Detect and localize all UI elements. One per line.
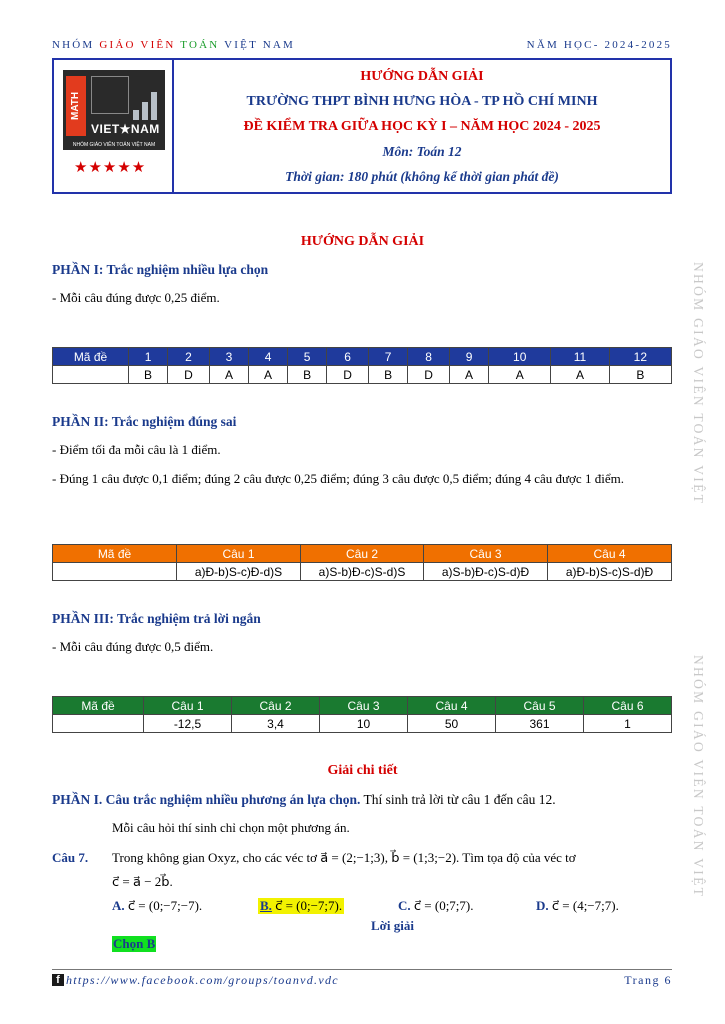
- table-row: [53, 715, 672, 733]
- table-row: [53, 563, 672, 581]
- option-b-label: B.: [260, 898, 272, 913]
- header-cell: 3: [209, 348, 248, 366]
- group-name-4: VIỆT NAM: [224, 39, 296, 51]
- answer-cell: a)S-b)Đ-c)S-d)S: [300, 563, 423, 581]
- answer-cell: a)Đ-b)S-c)S-d)Đ: [548, 563, 672, 581]
- header-cell: 9: [450, 348, 489, 366]
- logo-bar: [133, 110, 139, 120]
- part2-answer-table: [52, 544, 672, 581]
- option-c: [398, 898, 474, 914]
- option-a-text: c⃗ = (0;−7;−7).: [127, 898, 203, 913]
- logo-math-text: MATH: [66, 76, 86, 136]
- chosen-answer: Chọn B: [113, 936, 156, 951]
- title-box: [52, 58, 672, 194]
- exam-name: ĐỀ KIỂM TRA GIỮA HỌC KỲ I – NĂM HỌC 2024 - 2025: [243, 119, 601, 134]
- logo-bar: [151, 92, 157, 120]
- rating-stars-icon: ★★★★★: [74, 160, 147, 176]
- answer-cell: A: [249, 366, 288, 384]
- answer-cell: A: [551, 366, 609, 384]
- answer-cell: 361: [496, 715, 584, 733]
- detail-part-line2: Mỗi câu hỏi thí sinh chỉ chọn một phương án.: [112, 820, 350, 835]
- question-label: Câu 7.: [52, 850, 89, 865]
- answer-cell: 10: [320, 715, 408, 733]
- answer-cell: a)Đ-b)S-c)Đ-d)S: [177, 563, 301, 581]
- answer-cell: B: [288, 366, 327, 384]
- header-cell: 6: [327, 348, 369, 366]
- header-cell: 12: [609, 348, 671, 366]
- part3-answer-table: [52, 696, 672, 733]
- header-cell: 11: [551, 348, 609, 366]
- header-cell: 7: [369, 348, 408, 366]
- answer-cell: A: [209, 366, 248, 384]
- duration: Thời gian: 180 phút (không kể thời gian phát đề): [285, 169, 559, 184]
- option-a: [112, 898, 202, 914]
- answer-cell: -12,5: [144, 715, 232, 733]
- header-cell: Câu 5: [496, 697, 584, 715]
- facebook-icon: f: [52, 974, 64, 986]
- logo-brand: VIET★NAM: [91, 122, 160, 136]
- answer-cell: D: [408, 366, 450, 384]
- header-cell: 1: [129, 348, 168, 366]
- group-name-2: GIÁO VIÊN: [99, 39, 181, 51]
- table-header-row: [53, 545, 672, 563]
- part1-title: PHẦN I: Trắc nghiệm nhiều lựa chọn: [52, 262, 269, 277]
- answer-cell: B: [369, 366, 408, 384]
- part1-answer-table: [52, 347, 672, 384]
- logo-subtitle: NHÓM GIÁO VIÊN TOÁN VIỆT NAM: [72, 142, 156, 148]
- header-cell: Câu 2: [300, 545, 423, 563]
- header-cell: 4: [249, 348, 288, 366]
- header-cell: Mã đề: [53, 545, 177, 563]
- header-cell: 2: [168, 348, 210, 366]
- option-b: [258, 898, 344, 914]
- header-cell: Câu 3: [424, 545, 548, 563]
- table-header-row: [53, 348, 672, 366]
- header-cell: Câu 1: [144, 697, 232, 715]
- answer-cell: A: [450, 366, 489, 384]
- option-c-label: C.: [398, 898, 411, 913]
- answer-cell: 1: [584, 715, 672, 733]
- header-cell: Mã đề: [53, 697, 144, 715]
- option-d-text: c⃗ = (4;−7;7).: [551, 898, 619, 913]
- detail-title: Giải chi tiết: [327, 763, 398, 778]
- answer-cell: [53, 563, 177, 581]
- header-cell: Câu 1: [177, 545, 301, 563]
- header-cell: 10: [489, 348, 551, 366]
- section-title: HƯỚNG DẪN GIẢI: [300, 234, 425, 249]
- answer-cell: 50: [408, 715, 496, 733]
- option-c-text: c⃗ = (0;7;7).: [413, 898, 474, 913]
- header-cell: Câu 6: [584, 697, 672, 715]
- part1-note: - Mỗi câu đúng được 0,25 điểm.: [52, 290, 220, 305]
- subject: Môn: Toán 12: [382, 144, 462, 159]
- solution-label: Lời giải: [371, 918, 414, 933]
- header-cell: 8: [408, 348, 450, 366]
- running-header: [52, 39, 672, 51]
- answer-cell: D: [168, 366, 210, 384]
- school-year: NĂM HỌC- 2024-2025: [526, 39, 672, 51]
- answer-cell: a)S-b)Đ-c)S-d)Đ: [424, 563, 548, 581]
- option-a-label: A.: [112, 898, 125, 913]
- header-cell: Mã đề: [53, 348, 129, 366]
- option-b-text: c⃗ = (0;−7;7).: [275, 898, 343, 913]
- part2-title: PHẦN II: Trắc nghiệm đúng sai: [52, 414, 237, 429]
- side-watermark: NHÓM GIÁO VIÊN TOÁN VIỆT: [691, 262, 706, 506]
- logo-calculator-icon: [91, 76, 129, 114]
- header-cell: Câu 4: [548, 545, 672, 563]
- page-number: Trang 6: [624, 973, 672, 987]
- question-text: Trong không gian Oxyz, cho các véc tơ a⃗ = (2;−1;3), b⃗ = (1;3;−2). Tìm tọa độ của véc tơ: [112, 850, 576, 865]
- part3-note: - Mỗi câu đúng được 0,5 điểm.: [52, 639, 214, 654]
- answer-cell: A: [489, 366, 551, 384]
- header-cell: Câu 3: [320, 697, 408, 715]
- footer-divider: [52, 969, 672, 970]
- logo-bar: [142, 102, 148, 120]
- part2-note1: - Điểm tối đa mỗi câu là 1 điểm.: [52, 442, 221, 457]
- question-text-2: c⃗ = a⃗ − 2b⃗.: [112, 874, 173, 889]
- detail-part-rest: Thí sinh trả lời từ câu 1 đến câu 12.: [360, 792, 556, 807]
- footer-link[interactable]: https://www.facebook.com/groups/toanvd.vdc: [66, 973, 339, 987]
- part3-title: PHẦN III: Trắc nghiệm trả lời ngắn: [52, 611, 261, 626]
- detail-part-heading: [52, 792, 556, 808]
- answer-cell: [53, 715, 144, 733]
- answer-cell: 3,4: [232, 715, 320, 733]
- detail-part-title: PHẦN I. Câu trắc nghiệm nhiều phương án lựa chọn.: [52, 792, 361, 807]
- answer-cell: D: [327, 366, 369, 384]
- header-cell: 5: [288, 348, 327, 366]
- answer-cell: B: [609, 366, 671, 384]
- school-name: TRƯỜNG THPT BÌNH HƯNG HÒA - TP HỒ CHÍ MINH: [246, 94, 598, 109]
- header-cell: Câu 2: [232, 697, 320, 715]
- answer-cell: [53, 366, 129, 384]
- table-header-row: [53, 697, 672, 715]
- header-cell: Câu 4: [408, 697, 496, 715]
- side-watermark: NHÓM GIÁO VIÊN TOÁN VIỆT: [691, 655, 706, 899]
- option-d: [536, 898, 619, 914]
- table-row: [53, 366, 672, 384]
- box-title: HƯỚNG DẪN GIẢI: [360, 69, 484, 84]
- logo: [63, 70, 165, 150]
- answer-cell: B: [129, 366, 168, 384]
- part2-note2: - Đúng 1 câu được 0,1 điểm; đúng 2 câu được 0,25 điểm; đúng 3 câu được 0,5 điểm; đúng 4 câu được 1 điểm.: [52, 471, 624, 486]
- group-name-3: TOÁN: [180, 39, 225, 51]
- option-d-label: D.: [536, 898, 549, 913]
- group-name-1: NHÓM: [52, 39, 100, 51]
